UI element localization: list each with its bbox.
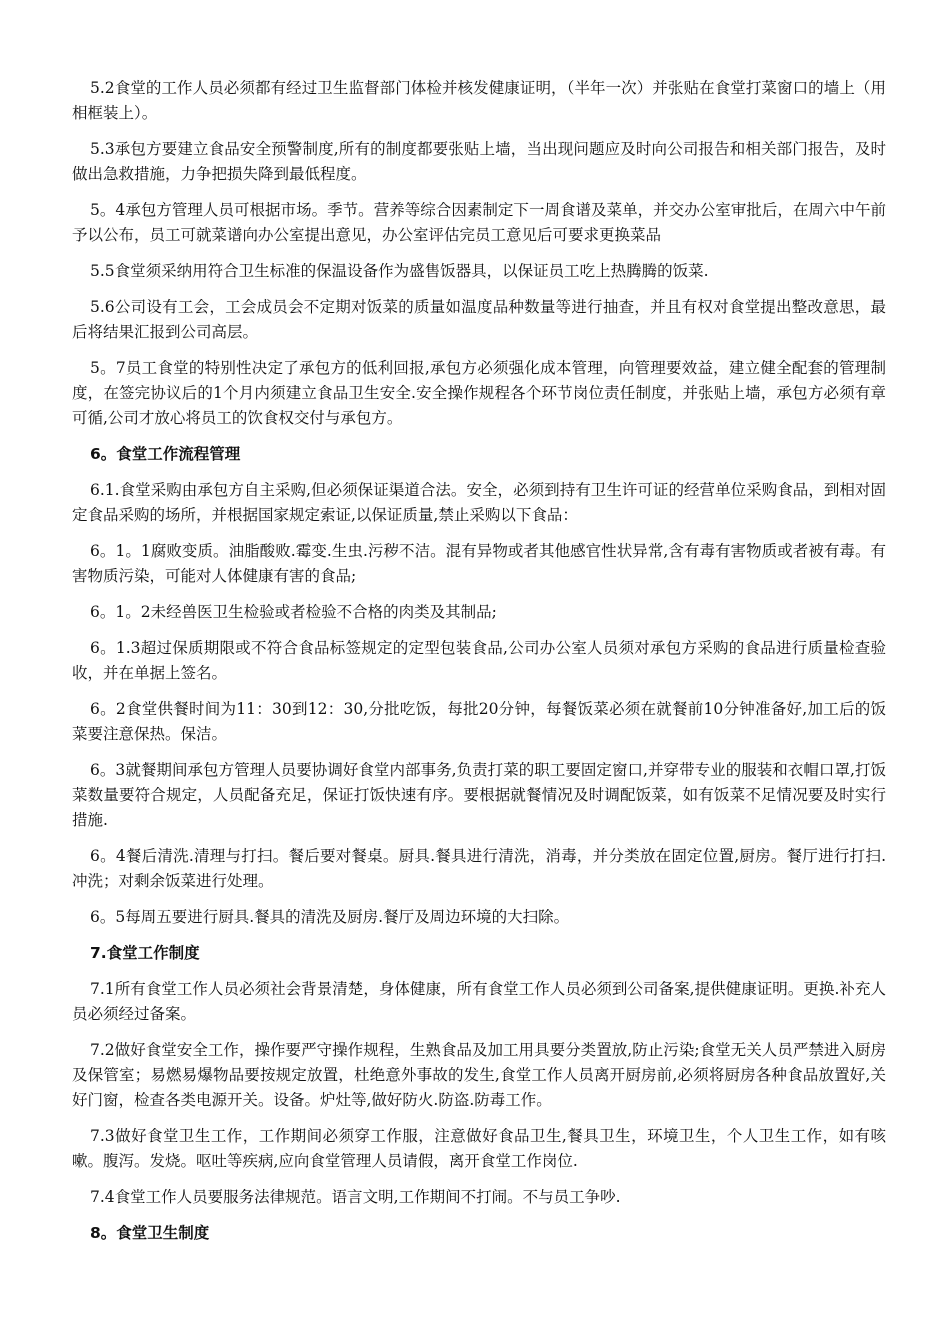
paragraph-7-2: 7.2做好食堂安全工作，操作要严守操作规程，生熟食品及加工用具要分类置放,防止污染;食堂无关人员严禁进入厨房及保管室；易燃易爆物品要按规定放置，杜绝意外事故的发生,食堂工作人员离开厨房前,必须将厨房各种食品放置好,关好门窗，检查各类电源开关。设备。炉灶等,做好防火.防盗.防毒工作。 — [72, 1041, 886, 1109]
document-page — [72, 76, 886, 1257]
paragraph-5-7: 5。7员工食堂的特别性决定了承包方的低利回报,承包方必须强化成本管理，向管理要效益，建立健全配套的管理制度，在签完协议后的1个月内须建立食品卫生安全.安全操作规程各个环节岗位责任制度，并张贴上墙，承包方必须有章可循,公司才放心将员工的饮食权交付与承包方。 — [72, 359, 886, 427]
paragraph-5-4: 5。4承包方管理人员可根据市场。季节。营养等综合因素制定下一周食谱及菜单，并交办公室审批后，在周六中午前予以公布，员工可就菜谱向办公室提出意见，办公室评估完员工意见后可要求更换菜品 — [72, 201, 886, 244]
section-heading-8: 8。食堂卫生制度 — [90, 1224, 210, 1242]
paragraph-5-6: 5.6公司设有工会，工会成员会不定期对饭菜的质量如温度品种数量等进行抽查，并且有权对食堂提出整改意思，最后将结果汇报到公司高层。 — [72, 298, 886, 341]
paragraph-6-1: 6.1.食堂采购由承包方自主采购,但必须保证渠道合法。安全，必须到持有卫生许可证的经营单位采购食品，到相对固定食品采购的场所，并根据国家规定索证,以保证质量,禁止采购以下食品： — [72, 481, 886, 524]
paragraph-7-1: 7.1所有食堂工作人员必须社会背景清楚，身体健康，所有食堂工作人员必须到公司备案,提供健康证明。更换.补充人员必须经过备案。 — [72, 980, 886, 1023]
paragraph-6-4: 6。4餐后清洗.清理与打扫。餐后要对餐桌。厨具.餐具进行清洗，消毒，并分类放在固定位置,厨房。餐厅进行打扫.冲洗；对剩余饭菜进行处理。 — [72, 847, 886, 890]
paragraph-7-3: 7.3做好食堂卫生工作，工作期间必须穿工作服，注意做好食品卫生,餐具卫生，环境卫生，个人卫生工作，如有咳嗽。腹泻。发烧。呕吐等疾病,应向食堂管理人员请假，离开食堂工作岗位. — [72, 1127, 886, 1170]
paragraph-7-4: 7.4食堂工作人员要服务法律规范。语言文明,工作期间不打闹。不与员工争吵. — [90, 1188, 621, 1206]
paragraph-6-1-2: 6。1。2未经兽医卫生检验或者检验不合格的肉类及其制品; — [90, 603, 497, 621]
paragraph-6-2: 6。2食堂供餐时间为11：30到12：30,分批吃饭，每批20分钟，每餐饭菜必须在就餐前10分钟准备好,加工后的饭菜要注意保热。保洁。 — [72, 700, 886, 743]
paragraph-5-5: 5.5食堂须采纳用符合卫生标准的保温设备作为盛售饭器具，以保证员工吃上热腾腾的饭菜. — [90, 262, 709, 280]
section-heading-7: 7.食堂工作制度 — [90, 944, 200, 962]
paragraph-6-5: 6。5每周五要进行厨具.餐具的清洗及厨房.餐厅及周边环境的大扫除。 — [90, 908, 570, 926]
paragraph-5-2: 5.2食堂的工作人员必须都有经过卫生监督部门体检并核发健康证明，（半年一次）并张贴在食堂打菜窗口的墙上（用相框装上）。 — [72, 79, 886, 122]
paragraph-6-3: 6。3就餐期间承包方管理人员要协调好食堂内部事务,负责打菜的职工要固定窗口,并穿带专业的服装和衣帽口罩,打饭菜数量要符合规定，人员配备充足，保证打饭快速有序。要根据就餐情况及时调配饭菜，如有饭菜不足情况要及时实行措施. — [72, 761, 886, 829]
section-heading-6: 6。食堂工作流程管理 — [90, 445, 241, 463]
paragraph-6-1-3: 6。1.3超过保质期限或不符合食品标签规定的定型包装食品,公司办公室人员须对承包方采购的食品进行质量检查验收，并在单据上签名。 — [72, 639, 886, 682]
paragraph-5-3: 5.3承包方要建立食品安全预警制度,所有的制度都要张贴上墙，当出现问题应及时向公司报告和相关部门报告，及时做出急救措施，力争把损失降到最低程度。 — [72, 140, 886, 183]
paragraph-6-1-1: 6。1。1腐败变质。油脂酸败.霉变.生虫.污秽不洁。混有异物或者其他感官性状异常,含有毒有害物质或者被有毒。有害物质污染，可能对人体健康有害的食品; — [72, 542, 886, 585]
